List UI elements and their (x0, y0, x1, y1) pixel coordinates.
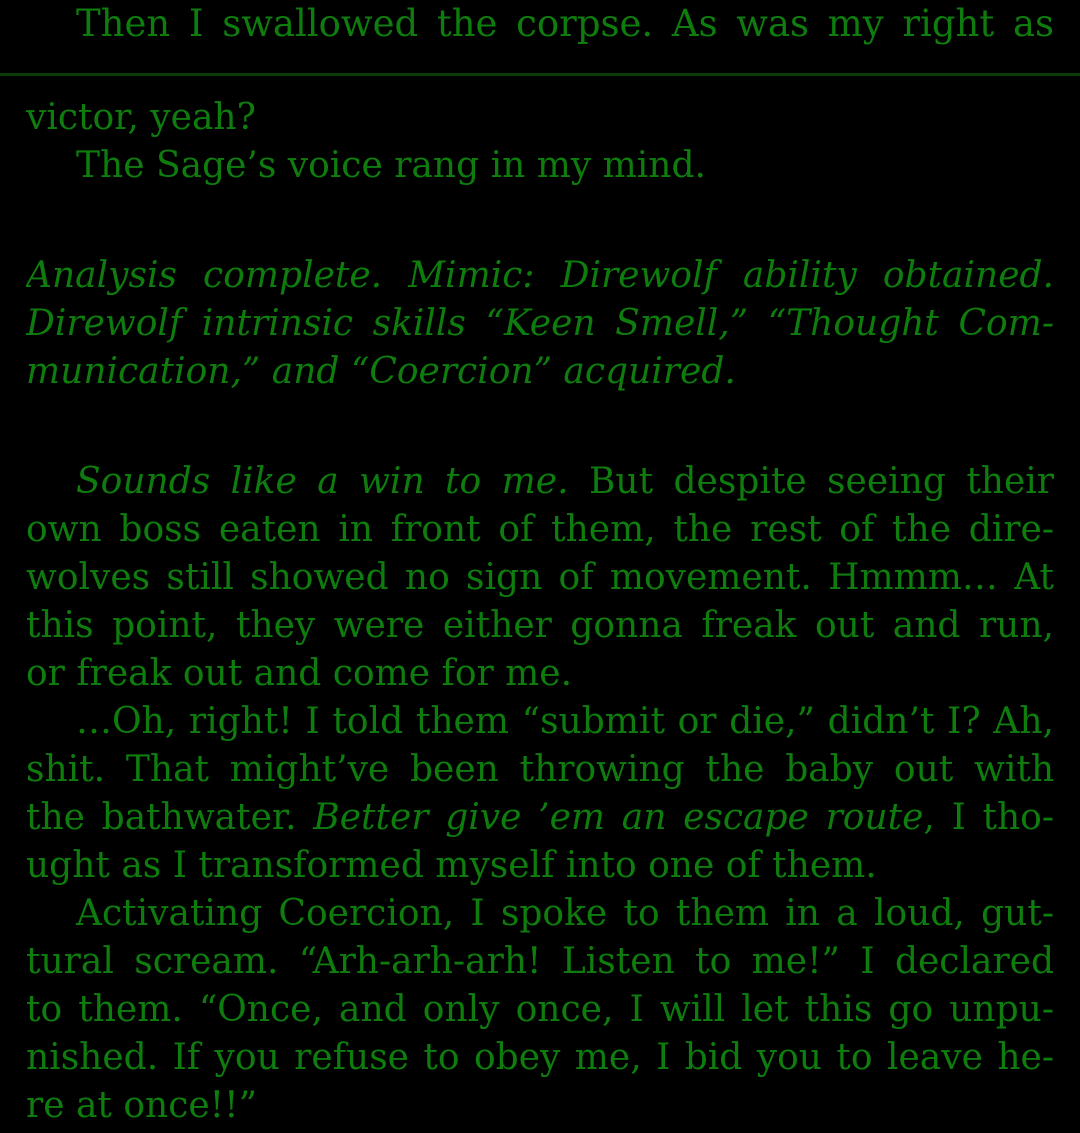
blank-space (26, 190, 1054, 252)
system-line: Direwolf intrinsic skills “Keen Smell,” “Thought Com- (26, 303, 1054, 344)
inner-thought: Better give ’em an escape route (313, 797, 924, 838)
text-span: the bathwater. (26, 797, 314, 838)
page-body (26, 94, 1054, 1130)
page-divider (0, 73, 1080, 76)
paragraph-line: nished. If you refuse to obey me, I bid you to leave he- (26, 1037, 1054, 1078)
paragraph-line: tural scream. “Arh-arh-arh! Listen to me!” I declared (26, 941, 1054, 982)
paragraph-line: own boss eaten in front of them, the rest of the dire- (26, 509, 1054, 550)
paragraph-line: Activating Coercion, I spoke to them in a loud, gut- (76, 893, 1054, 934)
text-line: victor, yeah? (26, 97, 256, 138)
paragraph-line (26, 794, 1054, 842)
paragraph-line: this point, they were either gonna freak out and run, (26, 605, 1054, 646)
paragraph-line: wolves still showed no sign of movement. Hmmm… At (26, 557, 1054, 598)
paragraph-line (26, 458, 1054, 506)
paragraph-line: re at once!!” (26, 1085, 257, 1126)
paragraph-line: or freak out and come for me. (26, 653, 573, 694)
text-span: , I tho- (923, 797, 1054, 838)
text-span: But despite seeing their (568, 461, 1054, 502)
paragraph-line: shit. That might’ve been throwing the baby out with (26, 749, 1054, 790)
text-line: The Sage’s voice rang in my mind. (76, 145, 706, 186)
system-line: munication,” and “Coercion” acquired. (26, 351, 736, 392)
previous-page-line: Then I swallowed the corpse. As was my right as (76, 2, 1054, 45)
paragraph-line: ught as I transformed myself into one of them. (26, 845, 877, 886)
inner-thought: Sounds like a win to me. (76, 461, 569, 502)
paragraph-line: …Oh, right! I told them “submit or die,” didn’t I? Ah, (76, 701, 1054, 742)
blank-space (26, 396, 1054, 458)
system-line: Analysis complete. Mimic: Direwolf ability obtained. (26, 255, 1054, 296)
system-message (26, 252, 1054, 396)
paragraph-line: to them. “Once, and only once, I will let this go unpu- (26, 989, 1054, 1030)
